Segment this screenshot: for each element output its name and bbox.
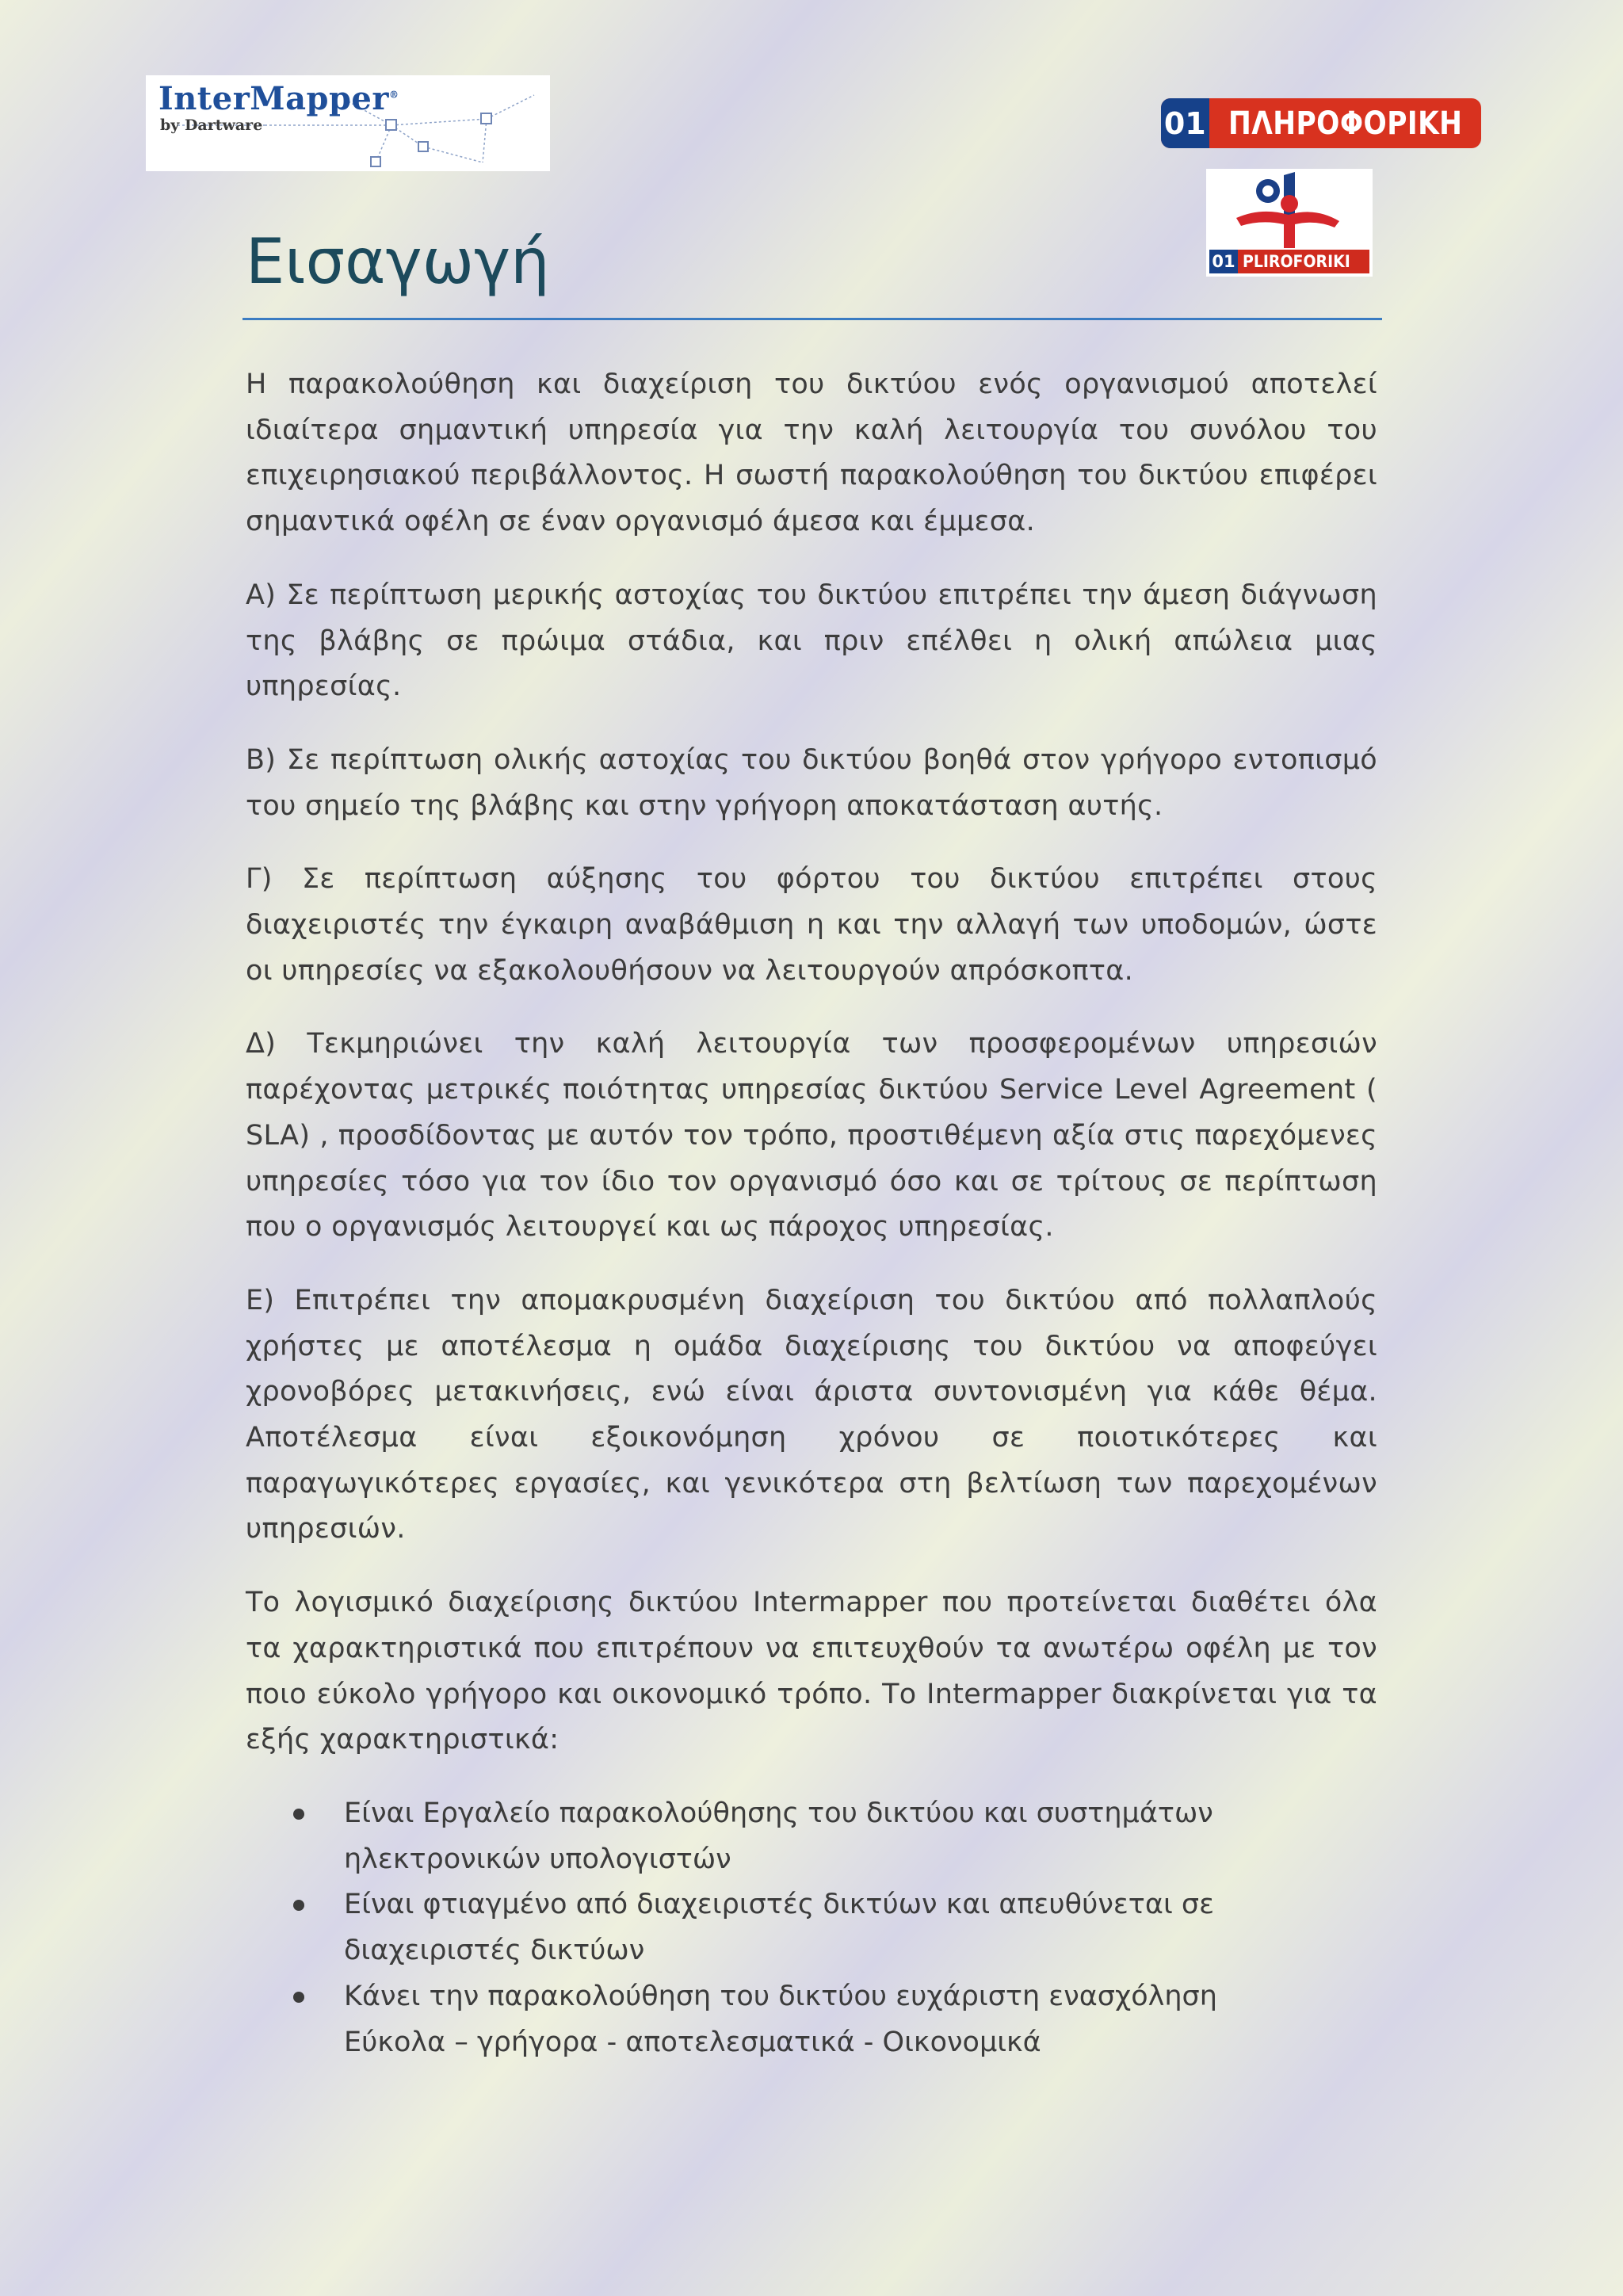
pliroforiki-logo <box>1206 169 1373 277</box>
paragraph-d: Δ) Τεκμηριώνει την καλή λειτουργία των προσφερομένων υπηρεσιών παρέχοντας μετρικές ποιότητας υπηρεσίας δικτύου Service Level Agreement ( SLA) , προσδίδοντας με αυτόν τον τρόπο, προστιθέμενη αξία στις παρεχόμενες υπηρεσίες τόσο για τον ίδιο τον οργανισμό όσο και σε τρίτους σε περίπτωση που ο οργανισμός λειτουργεί και ως πάροχος υπηρεσίας. <box>246 1028 1377 1244</box>
intro-paragraph: Η παρακολούθηση και διαχείριση του δικτύου ενός οργανισμού αποτελεί ιδιαίτερα σημαντική υπηρεσία για την καλή λειτουργία του συνόλου του επιχειρησιακού περιβάλλοντος. Η σωστή παρακολούθηση του δικτύου επιφέρει σημαντικά οφέλη σε έναν οργανισμό άμεσα και έμμεσα. <box>246 369 1377 538</box>
list-item <box>246 1974 1239 2065</box>
paragraph-e: Ε) Επιτρέπει την απομακρυσμένη διαχείριση του δικτύου από πολλαπλούς χρήστες με αποτέλεσμα η ομάδα διαχείρισης του δικτύου να αποφεύγει χρονοβόρες μετακινήσεις, ενώ είναι άριστα συντονισμένη για κάθε θέμα. Αποτέλεσμα είναι εξοικονόμηση χρόνου σε ποιοτικότερες και παραγωγικότερες εργασίες, και γενικότερα στη βελτίωση των παρεχομένων υπηρεσιών. <box>246 1284 1377 1545</box>
bullet-icon <box>293 1900 304 1911</box>
badge-number: 01 <box>1209 250 1238 273</box>
pliroforiki-figure-icon <box>1206 169 1373 256</box>
wordmark-number: 01 <box>1161 98 1209 148</box>
intermapper-logo <box>146 75 550 171</box>
bullet-icon <box>293 1809 304 1820</box>
dartware-byline: by Dartware <box>160 117 263 134</box>
document-body <box>246 362 1377 2065</box>
paragraph-c: Γ) Σε περίπτωση αύξησης του φόρτου του δικτύου επιτρέπει στους διαχειριστές την έγκαιρη αναβάθμιση η και την αλλαγή των υποδομών, ώστε οι υπηρεσίες να εξακολουθήσουν να λειτουργούν απρόσκοπτα. <box>246 863 1377 987</box>
list-item <box>246 1882 1239 1973</box>
intermapper-brand: InterMapper® <box>158 80 399 117</box>
list-item <box>246 1791 1239 1882</box>
paragraph-b: Β) Σε περίπτωση ολικής αστοχίας του δικτύου βοηθά στον γρήγορο εντοπισμό του σημείο της βλάβης και στην γρήγορη αποκατάσταση αυτής. <box>246 743 1377 822</box>
intermapper-paragraph: Το λογισμικό διαχείρισης δικτύου Intermapper που προτείνεται διαθέτει όλα τα χαρακτηριστικά που επιτρέπουν να επιτευχθούν τα ανωτέρω οφέλη με τον ποιο εύκολο γρήγορο και οικονομικό τρόπο. Το Intermapper διακρίνεται για τα εξής χαρακτηριστικά: <box>246 1587 1377 1756</box>
paragraph-a: Α) Σε περίπτωση μερικής αστοχίας του δικτύου επιτρέπει την άμεση διάγνωση της βλάβης σε πρώιμα στάδια, και πριν επέλθει η ολική απώλεια μιας υπηρεσίας. <box>246 579 1377 703</box>
list-item-text: Είναι φτιαγμένο από διαχειριστές δικτύων και απευθύνεται σε διαχειριστές δικτύων <box>344 1889 1215 1967</box>
feature-list <box>246 1791 1377 2065</box>
badge-name: PLIROFORIKI <box>1243 252 1350 271</box>
wordmark-name: ΠΛΗΡΟΦΟΡΙΚΗ <box>1228 105 1462 142</box>
bullet-icon <box>293 1992 304 2003</box>
page-title: Εισαγωγή <box>246 227 550 298</box>
pliroforiki-badge <box>1209 250 1369 273</box>
pliroforiki-wordmark <box>1161 98 1481 148</box>
list-item-text: Κάνει την παρακολούθηση του δικτύου ευχάριστη ενασχόληση Εύκολα – γρήγορα - αποτελεσματικά - Οικονομικά <box>344 1980 1217 2058</box>
title-underline <box>242 318 1382 320</box>
list-item-text: Είναι Εργαλείο παρακολούθησης του δικτύου και συστημάτων ηλεκτρονικών υπολογιστών <box>344 1797 1213 1875</box>
